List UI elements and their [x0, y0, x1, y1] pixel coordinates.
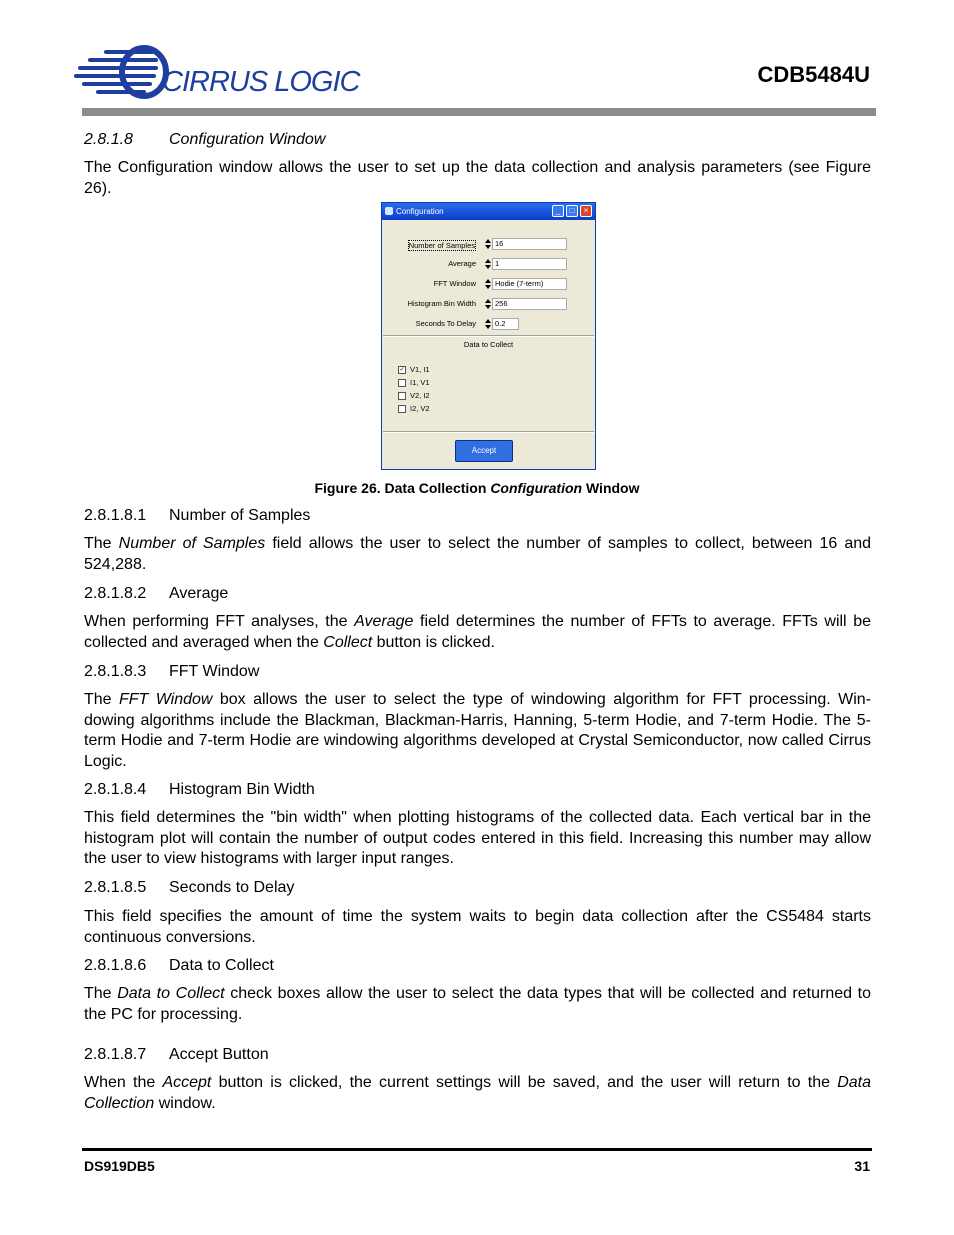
text-run: The [84, 985, 118, 1002]
header-rule [82, 108, 876, 116]
subsection-paragraph [84, 534, 871, 575]
checkbox-i2-v2[interactable] [398, 404, 430, 413]
italic-run: Accept [162, 1074, 212, 1091]
text-run: button is clicked. [372, 633, 495, 651]
subsection-heading [84, 879, 294, 897]
number-of-samples-spinner-icon[interactable] [485, 238, 491, 250]
document-title: CDB5484U [757, 62, 870, 87]
subsection-number: 2.8.1.8.6 [84, 957, 147, 974]
italic-run: Data to Collect [117, 985, 225, 1002]
subsection-heading [84, 957, 274, 975]
text-run: The [84, 691, 119, 708]
text-run: field determines the number of FFTs to average. FFTs will be collected and averaged when the [84, 613, 871, 651]
seconds-to-delay-label: Seconds To Delay [415, 319, 476, 328]
fft-window-label: FFT Window [433, 279, 476, 288]
checkbox-unchecked-icon[interactable] [398, 379, 406, 387]
text-run: When the [84, 1074, 163, 1091]
subsection-paragraph [84, 984, 871, 1025]
italic-run: FFT Window [118, 691, 213, 708]
italic-run: Collect [323, 633, 373, 651]
italic-run: Number of Samples [118, 535, 266, 552]
checkbox-label: V1, I1 [410, 365, 430, 374]
subsection-heading [84, 585, 228, 603]
subsection-paragraph: This field specifies the amount of time the system waits to begin data collection after the CS5484 starts continuous conversions. [84, 908, 871, 946]
subsection-heading [84, 507, 310, 525]
dialog-titlebar [382, 203, 595, 220]
configuration-dialog [381, 202, 596, 470]
fft-window-spinner-icon[interactable] [485, 278, 491, 290]
close-icon[interactable]: × [580, 205, 592, 217]
window-app-icon [385, 207, 393, 215]
subsection-number: 2.8.1.8.5 [84, 879, 147, 896]
subsection-heading [84, 781, 315, 799]
number-of-samples-input[interactable]: 16 [492, 238, 567, 250]
seconds-to-delay-spinner-icon[interactable] [485, 318, 491, 330]
subsection-title: Histogram Bin Width [169, 781, 315, 798]
subsection-title: Average [169, 585, 229, 602]
subsection-paragraph: This field determines the "bin width" when plotting histograms of the collected data. Each vertical bar in the histogram plot will contain the number of output codes entered in this field. Increasing this number may allow the user to view histograms with larger input ranges. [84, 809, 871, 867]
subsection-number: 2.8.1.8.2 [84, 585, 147, 602]
figure-caption [0, 480, 954, 496]
histogram-bin-width-spinner-icon[interactable] [485, 298, 491, 310]
checkbox-label: V2, I2 [410, 391, 430, 400]
italic-run: Data Collection [84, 1074, 871, 1112]
dialog-divider [383, 335, 594, 337]
footer-rule [82, 1148, 872, 1151]
subsection-number: 2.8.1.8.3 [84, 663, 147, 680]
checkbox-v1-i1[interactable] [398, 365, 430, 374]
checkbox-i1-v1[interactable] [398, 378, 430, 387]
subsection-title: Data to Collect [169, 957, 274, 974]
section-title: Configuration Window [169, 131, 326, 148]
text-run: window. [154, 1094, 216, 1112]
text-run: field allows the user to select the number of samples to collect, between 16 and 524,288. [84, 535, 872, 573]
average-input[interactable]: 1 [492, 258, 567, 270]
accept-button[interactable]: Accept [455, 440, 513, 462]
seconds-to-delay-input[interactable]: 0.2 [492, 318, 519, 330]
text-run: button is clicked, the current settings will be saved, and the user will return to the [211, 1074, 838, 1091]
subsection-title: Seconds to Delay [169, 879, 295, 896]
number-of-samples-label: Number of Samples [408, 241, 475, 250]
footer-page-number: 31 [854, 1158, 870, 1174]
section-number: 2.8.1.8 [84, 131, 133, 148]
logo-wordmark: CIRRUS LOGIC [162, 66, 360, 98]
subsection-heading [84, 1046, 269, 1064]
section-heading [84, 131, 325, 149]
fft-window-input[interactable]: Hodie (7-term) [492, 278, 567, 290]
checkbox-unchecked-icon[interactable] [398, 405, 406, 413]
subsection-paragraph [84, 1073, 871, 1114]
histogram-bin-width-input[interactable]: 256 [492, 298, 567, 310]
minimize-icon[interactable]: _ [552, 205, 564, 217]
checkbox-v2-i2[interactable] [398, 391, 430, 400]
subsection-title: Number of Samples [169, 507, 311, 524]
subsection-heading [84, 663, 259, 681]
italic-run: Average [354, 613, 414, 630]
subsection-paragraph [84, 612, 871, 653]
caption-prefix: Figure 26. Data Collection [314, 480, 491, 496]
caption-suffix: Window [582, 480, 640, 496]
text-run: box allows the user to select the type of windowing algorithm for FFT processing. Win-dowing algorithms include the Blackman, Blackman-Harris, Hanning, 5-term Hodie, and 7-term Hodie. The 5-term Hodie and 7-term Hodie are windowing algorithms developed at Crystal Semiconductor, now called Cirrus Logic. [84, 691, 872, 770]
maximize-icon[interactable]: □ [566, 205, 578, 217]
footer-doc-id: DS919DB5 [84, 1158, 155, 1174]
average-label: Average [448, 259, 476, 268]
subsection-number: 2.8.1.8.4 [84, 781, 147, 798]
subsection-number: 2.8.1.8.7 [84, 1046, 147, 1063]
section-intro: The Configuration window allows the user to set up the data collection and analysis parameters (see Figure 26). [84, 159, 871, 197]
data-to-collect-label: Data to Collect [463, 340, 514, 349]
checkbox-checked-icon[interactable]: ✓ [399, 367, 405, 374]
checkbox-unchecked-icon[interactable] [398, 392, 406, 400]
caption-italic: Configuration [490, 480, 583, 496]
text-run: check boxes allow the user to select the data types that will be collected and returned to the PC for processing. [84, 985, 872, 1023]
checkbox-label: I1, V1 [410, 378, 430, 387]
cirrus-logic-logo [74, 44, 374, 104]
dialog-divider [383, 431, 594, 433]
histogram-bin-width-label: Histogram Bin Width [407, 299, 476, 308]
text-run: The [84, 535, 119, 552]
dialog-body [383, 221, 594, 469]
subsection-number: 2.8.1.8.1 [84, 507, 147, 524]
dialog-title: Configuration [396, 207, 444, 216]
subsection-paragraph [84, 690, 871, 772]
subsection-title: Accept Button [169, 1046, 269, 1063]
subsection-title: FFT Window [169, 663, 260, 680]
checkbox-label: I2, V2 [410, 404, 430, 413]
average-spinner-icon[interactable] [485, 258, 491, 270]
text-run: When performing FFT analyses, the [84, 613, 355, 630]
